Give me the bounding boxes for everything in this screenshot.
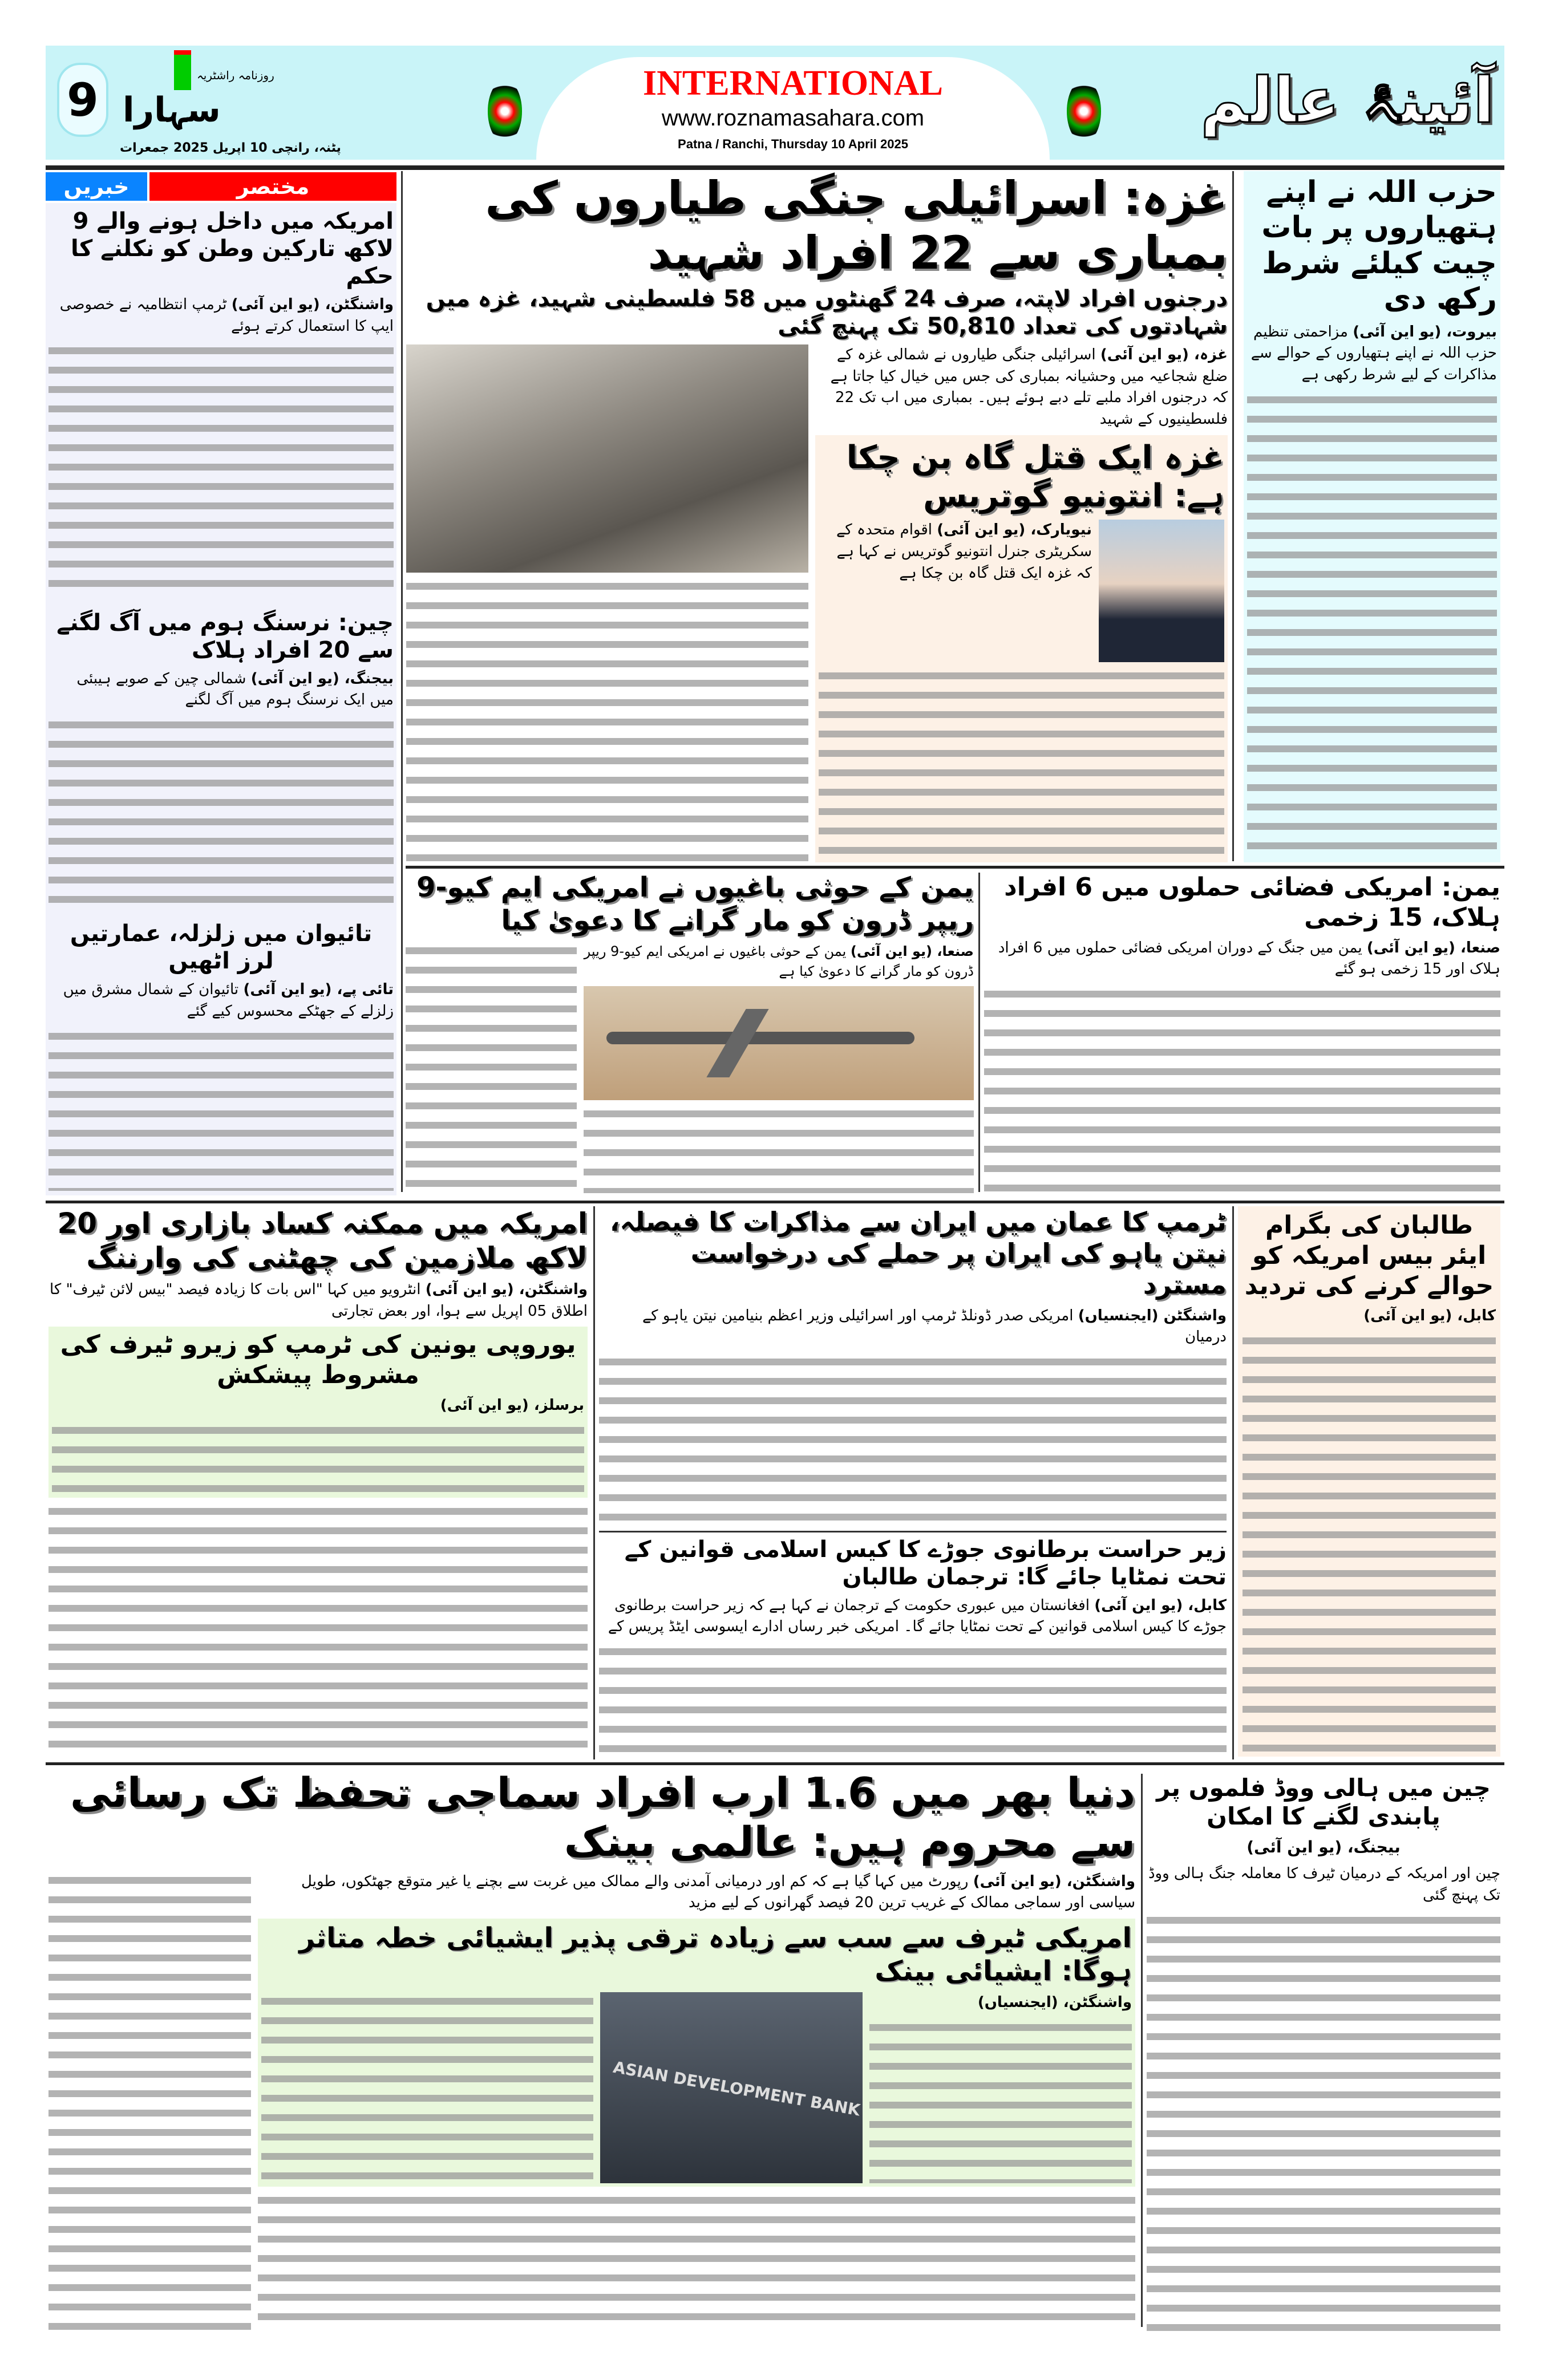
- headline: چین: نرسنگ ہوم میں آگ لگنے سے 20 افراد ہلاک: [56, 609, 394, 663]
- adb-columns: [261, 1992, 1132, 2183]
- page-number: 9: [67, 73, 99, 127]
- section-title-urdu: آئینۂ عالم: [1200, 64, 1495, 137]
- world-bank-columns: [48, 1871, 1135, 2333]
- hollywood-story: [1147, 1774, 1500, 2333]
- adb-body-right: [869, 2018, 1132, 2183]
- lead-story-text: [815, 344, 1228, 431]
- eu-dateline: برسلز، (یو این آئی): [440, 1396, 584, 1414]
- lead-text: رپورٹ میں کہا گیا ہے کہ کم اور درمیانی آمدنی والے ممالک میں غربت سے بچنے یا غیر متوقع جھٹکوں، طویل سیاسی اور سماجی ممالک کے غریب ترین 20 فیصد گھرانوں کے لیے مزید: [301, 1872, 1135, 1912]
- dateline: صنعا، (یو این آئی): [1366, 939, 1500, 956]
- world-bank-story: [48, 1768, 1135, 2333]
- body-text: [48, 342, 394, 598]
- drone-story: [406, 871, 974, 1193]
- drone-body-left: [406, 942, 577, 1193]
- adb-body-left: [261, 1992, 593, 2183]
- lead-story-left: [406, 344, 808, 862]
- lead-text: افغانستان میں عبوری حکومت کے ترجمان نے کہا ہے کہ زیر حراست برطانوی جوڑے کا کیس اسلامی قوانین کے تحت نمٹایا جائے گا۔ امریکی خبر رساں ادارے ایسوسی ایٹڈ پریس کے: [608, 1596, 1227, 1636]
- lead-subheadline: درجنوں افراد لاپتہ، صرف 24 گھنٹوں میں 58 فلسطینی شہید، غزہ میں شہادتوں کی تعداد 50,810 تک پہنچ گئی: [426, 286, 1228, 339]
- bagram-dateline: کابل، (یو این آئی): [1363, 1307, 1496, 1325]
- recession-lead: [48, 1279, 588, 1322]
- lead-headline: غزہ: اسرائیلی جنگی طیاروں کی بمباری سے 22 افراد شہید: [485, 172, 1228, 279]
- paper-name: سہارا: [123, 90, 221, 130]
- world-bank-lead: [258, 1871, 1135, 1914]
- masthead-rule: [46, 165, 1504, 170]
- dateline: واشنگٹن، (یو این آئی): [425, 1281, 588, 1298]
- world-bank-headline: دنیا بھر میں 1.6 ارب افراد سماجی تحفظ تک رسائی سے محروم ہیں: عالمی بینک: [70, 1769, 1135, 1866]
- detainee-lead: [599, 1595, 1227, 1638]
- brief-us-migrants: [48, 208, 394, 599]
- headline: تائیوان میں زلزلہ، عمارتیں لرز اٹھیں: [70, 921, 373, 975]
- row-rule-3: [46, 1762, 1504, 1765]
- guterres-box: [815, 435, 1228, 862]
- dateline: بیروت، (یو این آئی): [1353, 323, 1497, 340]
- drone-icon: [606, 1032, 914, 1044]
- lead-text: انٹرویو میں کہا "اس بات کا زیادہ فیصد "بیس لائن ٹیرف" کا اطلاق 05 اپریل سے ہوا، اور بعض تجارتی: [50, 1281, 588, 1320]
- dateline: واشنگٹن، (یو این آئی): [231, 296, 394, 313]
- yemen-divider: [978, 873, 980, 1192]
- paper-tag: روزنامہ راشٹریہ: [197, 68, 274, 82]
- lead: [48, 294, 394, 337]
- row-rule-1: [406, 866, 1504, 869]
- lead: [48, 668, 394, 711]
- hezbollah-lead: [1247, 322, 1497, 386]
- hollywood-divider: [1141, 1774, 1143, 2327]
- yemen-lead: [984, 938, 1500, 980]
- bagram-headline: طالبان کی بگرام ایئر بیس امریکہ کو حوالے کرنے کی تردید: [1244, 1211, 1494, 1300]
- guterres-headline: غزہ ایک قتل گاہ بن چکا ہے: انتونیو گوتریس: [846, 439, 1224, 514]
- bagram-divider: [1232, 1206, 1234, 1759]
- website-link[interactable]: www.roznamasahara.com: [661, 106, 925, 131]
- gaza-rubble-photo: [406, 344, 808, 573]
- lead-text: شمالی چین کے صوبے ہیبئی میں ایک نرسنگ ہوم میں آگ لگنے: [76, 670, 394, 709]
- dateline: کابل، (یو این آئی): [1094, 1596, 1227, 1614]
- world-bank-right: [258, 1871, 1135, 2333]
- dateline: بیجنگ، (یو این آئی): [250, 670, 394, 687]
- drone-body: [584, 1105, 974, 1193]
- lead-text: تائیوان کے شمال مشرق میں زلزلے کے جھٹکے محسوس کیے گئے: [63, 981, 394, 1020]
- adb-sign: ASIAN DEVELOPMENT BANK: [612, 2057, 862, 2120]
- dateline: تائی پے، (یو این آئی): [243, 981, 394, 999]
- tab-news[interactable]: خبریں: [46, 172, 147, 201]
- eu-body: [52, 1421, 584, 1495]
- trump-divider: [593, 1206, 595, 1759]
- lead-story: [406, 171, 1228, 862]
- recession-body: [48, 1502, 588, 1757]
- body-text: [48, 1027, 394, 1191]
- hezbollah-body: [1247, 391, 1497, 859]
- logo-emblem-icon: [174, 50, 191, 90]
- lead-story-right: [815, 344, 1228, 862]
- lead-text: ٹرمپ انتظامیہ نے خصوصی ایپ کا استعمال کرتے ہوئے: [59, 296, 394, 335]
- lead-text: یمن میں جنگ کے دوران امریکی فضائی حملوں میں 6 افراد ہلاک اور 15 زخمی ہو گئے: [998, 939, 1500, 978]
- adb-right: [869, 1992, 1132, 2183]
- brief-taiwan-quake: [48, 920, 394, 1191]
- dateline: واشنگٹن، (یو این آئی): [973, 1872, 1135, 1890]
- lead-text: اقوام متحدہ کے سکریٹری جنرل انتونیو گوتریس نے کہا ہے کہ غزہ ایک قتل گاہ بن چکا ہے: [836, 521, 1092, 582]
- hollywood-dateline: بیجنگ، (یو این آئی): [1247, 1837, 1401, 1856]
- lead-text: مزاحمتی تنظیم حزب اللہ نے اپنے ہتھیاروں کے حوالے سے مذاکرات کے لیے شرط رکھی ہے: [1250, 323, 1497, 383]
- detainee-body: [599, 1643, 1227, 1757]
- body-text: [48, 716, 394, 910]
- hezbollah-box: [1244, 171, 1500, 862]
- left-column-divider: [401, 171, 403, 1192]
- drone-headline: یمن کے حوثی باغیوں نے امریکی ایم کیو-9 ریپر ڈرون کو مار گرانے کا دعویٰ کیا: [416, 871, 974, 936]
- adb-headline: امریکی ٹیرف سے سب سے زیادہ ترقی پذیر ایشیائی خطہ متاثر ہوگا: ایشیائی بینک: [299, 1922, 1132, 1987]
- dateline: نیویارک، (یو این آئی): [937, 521, 1092, 539]
- lead-text: اسرائیلی جنگی طیاروں نے شمالی غزہ کے ضلع شجاعیہ میں وحشیانہ بمباری کی جس میں خیال کیا جاتا ہے کہ درجنوں افراد ملبے تلے دبے ہوئے ہیں۔ بمباری میں اب تک 22 فلسطینیوں کے شہید: [830, 346, 1228, 428]
- drone-photo: [584, 986, 974, 1100]
- urdu-date: پٹنہ، رانچی 10 اپریل 2025 جمعرات: [120, 141, 341, 155]
- hollywood-lead: چین اور امریکہ کے درمیان ٹیرف کا معاملہ جنگ ہالی ووڈ تک پہنچ گئی: [1148, 1865, 1500, 1904]
- guterres-top-row: [819, 520, 1224, 662]
- english-date: Patna / Ranchi, Thursday 10 April 2025: [678, 137, 908, 151]
- brief-china-fire: [48, 609, 394, 910]
- detainee-headline: زیر حراست برطانوی جوڑے کا کیس اسلامی قوانین کے تحت نمٹایا جائے گا: ترجمان طالبان: [599, 1531, 1227, 1591]
- eu-headline: یوروپی یونین کی ٹرمپ کو زیرو ٹیرف کی مشروط پیشکش: [60, 1330, 576, 1390]
- tab-brief[interactable]: مختصر: [149, 172, 396, 201]
- trump-story: [599, 1206, 1227, 1757]
- row-rule-2: [46, 1201, 1504, 1203]
- trump-body: [599, 1353, 1227, 1526]
- drone-lead-text: [584, 942, 974, 982]
- eu-box: [48, 1327, 588, 1498]
- dateline: صنعا، (یو این آئی): [850, 943, 974, 960]
- left-column: [46, 203, 396, 1195]
- yemen-body: [984, 985, 1500, 1193]
- world-bank-body-left: [48, 1871, 251, 2333]
- page-number-badge: [57, 63, 108, 137]
- guterres-photo: [1099, 520, 1224, 662]
- bagram-box: [1238, 1206, 1500, 1757]
- hollywood-body: [1147, 1911, 1500, 2333]
- headline: امریکہ میں داخل ہونے والے 9 لاکھ تارکین وطن کو نکلنے کا حکم: [70, 208, 394, 289]
- right-column-divider: [1232, 171, 1234, 861]
- starburst-icon-right: [1067, 80, 1101, 143]
- bagram-body: [1243, 1332, 1496, 1752]
- recession-story: [48, 1206, 588, 1757]
- drone-right: [584, 942, 974, 1193]
- world-bank-body: [258, 2191, 1135, 2333]
- lead-story-body: [406, 577, 808, 862]
- yemen-headline: یمن: امریکی فضائی حملوں میں 6 افراد ہلاک، 15 زخمی: [1004, 873, 1500, 932]
- lead-text: یمن کے حوثی باغیوں نے امریکی ایم کیو-9 ریپر ڈرون کو مار گرانے کا دعویٰ کیا ہے: [584, 943, 974, 979]
- dateline: غزہ، (یو این آئی): [1100, 346, 1228, 363]
- lead-story-columns: [406, 344, 1228, 862]
- adb-box: [258, 1919, 1135, 2187]
- hollywood-headline: چین میں ہالی ووڈ فلموں پر پابندی لگنے کا امکان: [1156, 1774, 1491, 1831]
- adb-dateline: واشنگٹن، (ایجنسیاں): [977, 1994, 1132, 2012]
- dateline: واشنگٹن (ایجنسیاں): [1078, 1307, 1227, 1324]
- starburst-icon-left: [488, 80, 522, 143]
- adb-building-photo: [600, 1992, 863, 2183]
- yemen-story: [984, 873, 1500, 1193]
- guterres-body: [819, 667, 1224, 859]
- recession-headline: امریکہ میں ممکنہ کساد بازاری اور 20 لاکھ ملازمین کی چھٹنی کی وارننگ: [57, 1207, 588, 1274]
- section-title-english: INTERNATIONAL: [643, 64, 943, 103]
- hezbollah-headline: حزب اللہ نے اپنے ہتھیاروں پر بات چیت کیلئے شرط رکھ دی: [1261, 175, 1497, 317]
- trump-lead: [599, 1305, 1227, 1348]
- drone-columns: [406, 942, 974, 1193]
- trump-headline: ٹرمپ کا عمان میں ایران سے مذاکرات کا فیصلہ، نیتن یاہو کی ایران پر حملے کی درخواست مسترد: [609, 1206, 1227, 1300]
- lead-text: امریکی صدر ڈونلڈ ٹرمپ اور اسرائیلی وزیر اعظم بنیامین نیتن یاہو کے درمیان: [642, 1307, 1227, 1346]
- guterres-lead: [819, 520, 1092, 662]
- lead: [48, 979, 394, 1022]
